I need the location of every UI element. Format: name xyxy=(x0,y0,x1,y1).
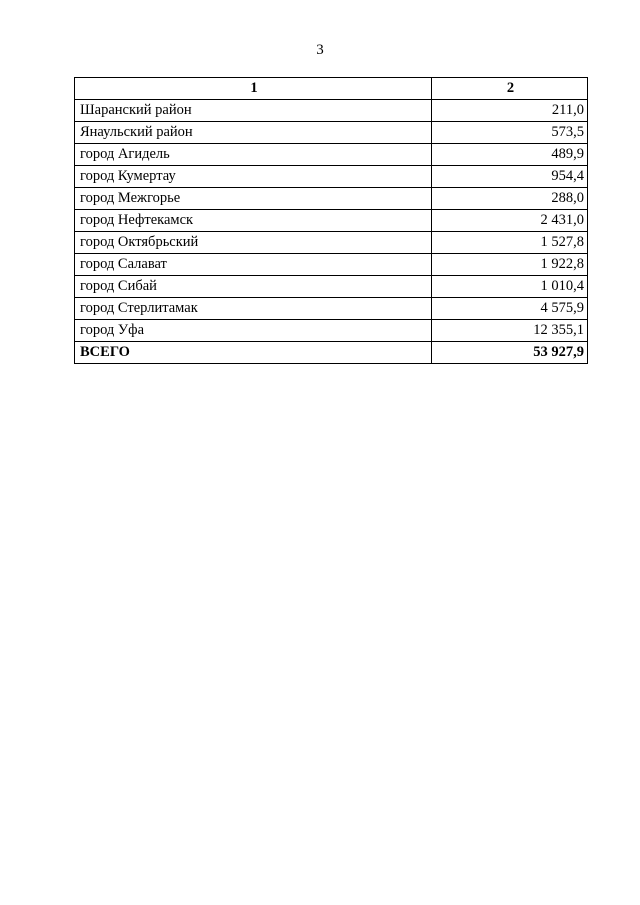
table-row xyxy=(75,166,588,188)
table-row xyxy=(75,100,588,122)
row-name: Шаранский район xyxy=(75,100,432,122)
row-name: город Сибай xyxy=(75,276,432,298)
table-row xyxy=(75,232,588,254)
table-row xyxy=(75,210,588,232)
row-name: город Межгорье xyxy=(75,188,432,210)
table-row xyxy=(75,188,588,210)
row-value: 573,5 xyxy=(432,122,588,144)
table-row xyxy=(75,276,588,298)
row-value: 4 575,9 xyxy=(432,298,588,320)
row-name: город Агидель xyxy=(75,144,432,166)
row-value: 1 527,8 xyxy=(432,232,588,254)
row-value: 288,0 xyxy=(432,188,588,210)
table-row xyxy=(75,144,588,166)
total-value: 53 927,9 xyxy=(432,342,588,364)
row-name: город Уфа xyxy=(75,320,432,342)
total-row xyxy=(75,342,588,364)
row-value: 12 355,1 xyxy=(432,320,588,342)
page-number: 3 xyxy=(316,42,324,58)
row-name: Янаульский район xyxy=(75,122,432,144)
row-value: 211,0 xyxy=(432,100,588,122)
total-label: ВСЕГО xyxy=(75,342,432,364)
row-name: город Стерлитамак xyxy=(75,298,432,320)
column-header-2: 2 xyxy=(432,78,588,100)
row-name: город Салават xyxy=(75,254,432,276)
row-value: 954,4 xyxy=(432,166,588,188)
data-table xyxy=(74,77,588,364)
column-header-1: 1 xyxy=(75,78,432,100)
table-row xyxy=(75,122,588,144)
row-value: 489,9 xyxy=(432,144,588,166)
table-row xyxy=(75,320,588,342)
row-value: 1 010,4 xyxy=(432,276,588,298)
row-name: город Нефтекамск xyxy=(75,210,432,232)
row-name: город Октябрьский xyxy=(75,232,432,254)
table-row xyxy=(75,298,588,320)
row-value: 2 431,0 xyxy=(432,210,588,232)
row-name: город Кумертау xyxy=(75,166,432,188)
table-header-row xyxy=(75,78,588,100)
table-row xyxy=(75,254,588,276)
row-value: 1 922,8 xyxy=(432,254,588,276)
